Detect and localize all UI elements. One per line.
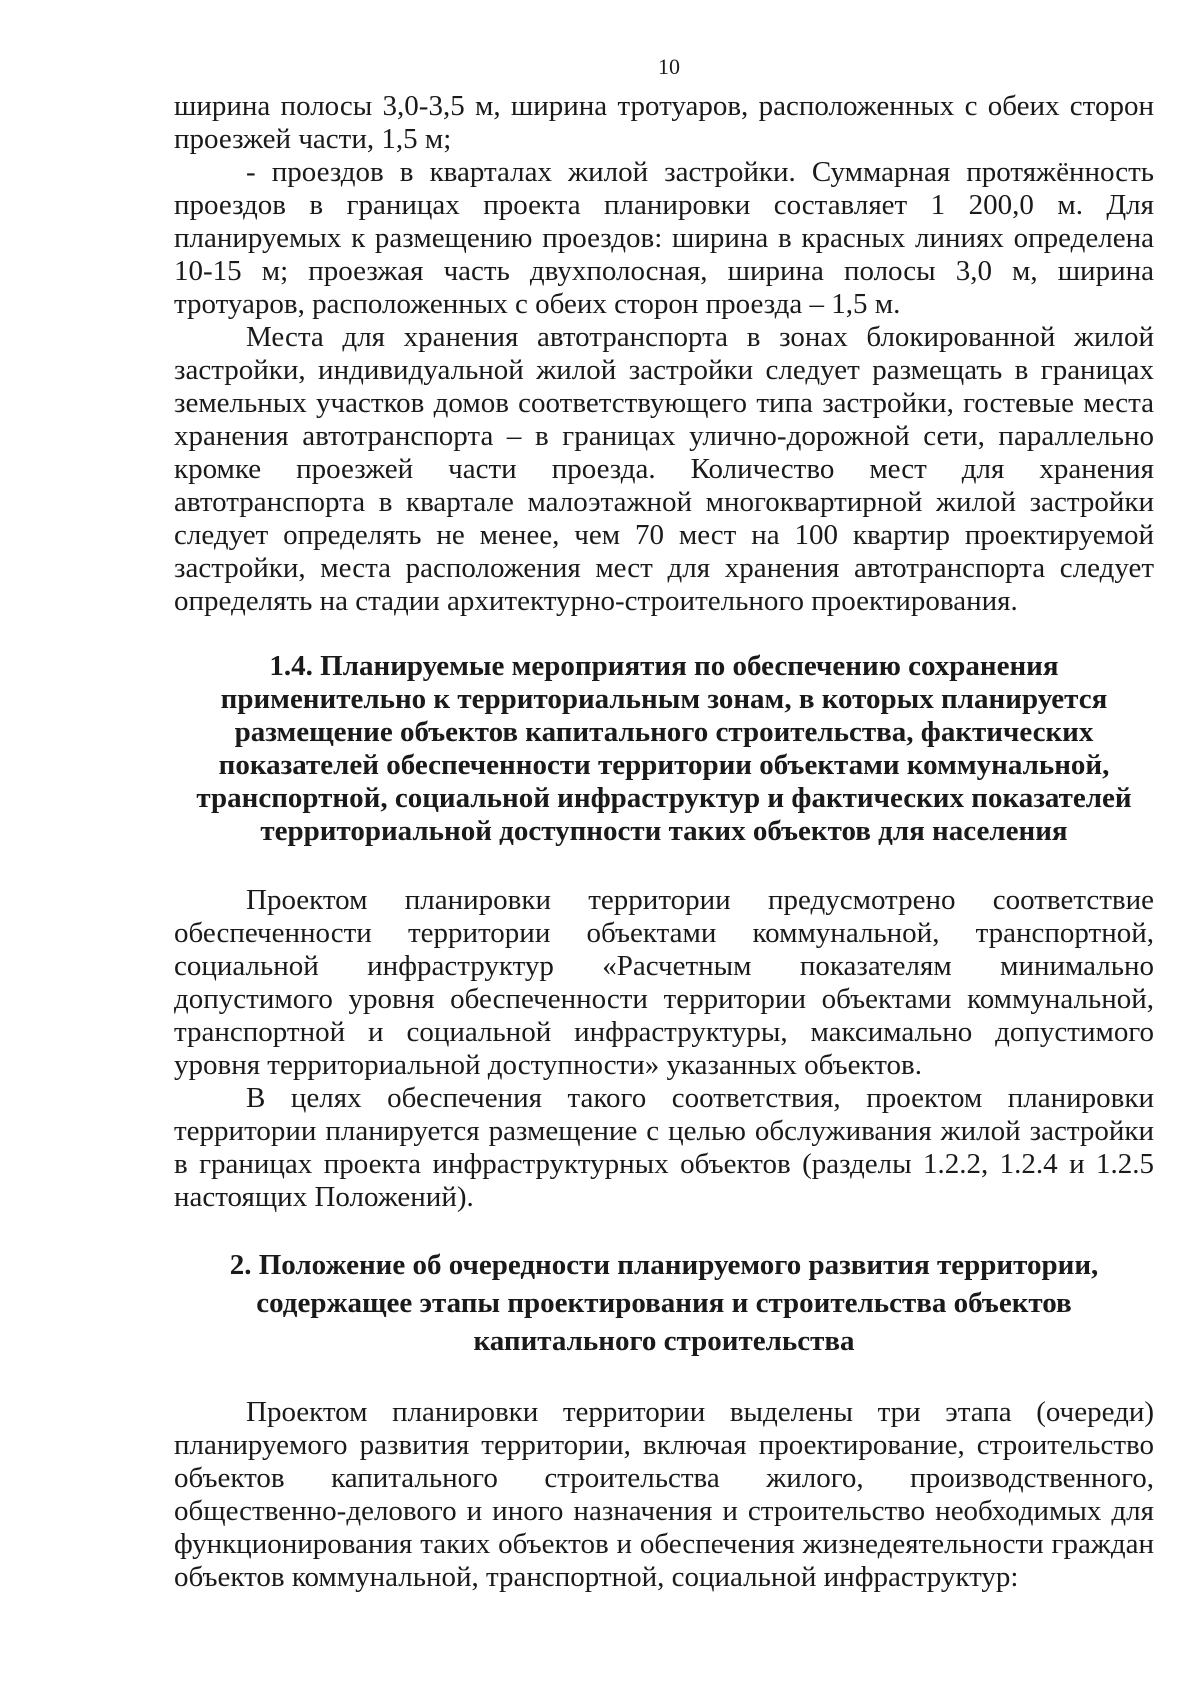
heading-line: капитального строительства bbox=[473, 1325, 855, 1357]
heading-line: показателей обеспеченности территории объектами коммунальной, bbox=[218, 749, 1110, 781]
page-number: 10 bbox=[658, 54, 680, 79]
paragraph-provision-compliance: Проектом планировки территории предусмотрено соответствие обеспеченности территории объектами коммунальной, транспортной, социальной инфраструктур «Расчетным показателям минимально допустимого уровня обеспеченности территории объектами коммунальной, транспортной и социальной инфраструктуры, максимально допустимого уровня территориальной доступности» указанных объектов. bbox=[174, 884, 1154, 1081]
document-page bbox=[174, 52, 1154, 1594]
paragraph-development-stages: Проектом планировки территории выделены три этапа (очереди) планируемого развития территории, включая проектирование, строительство объектов капитального строительства жилого, производственного, общественно-делового и иного назначения и строительство необходимых для функционирования таких объектов и обеспечения жизнедеятельности граждан объектов коммунальной, транспортной, социальной инфраструктур: bbox=[174, 1396, 1154, 1593]
heading-line: размещение объектов капитального строительства, фактических bbox=[234, 716, 1094, 748]
paragraph-infrastructure-placement: В целях обеспечения такого соответствия, проектом планировки территории планируется размещение с целью обслуживания жилой застройки в границах проекта инфраструктурных объектов (разделы 1.2.2, 1.2.4 и 1.2.5 настоящих Положений). bbox=[174, 1082, 1154, 1213]
heading-line: содержащее этапы проектирования и строительства объектов bbox=[256, 1287, 1072, 1319]
heading-line: применительно к территориальным зонам, в которых планируется bbox=[220, 683, 1108, 715]
heading-line: транспортной, социальной инфраструктур и фактических показателей bbox=[196, 782, 1132, 814]
heading-line: 1.4. Планируемые мероприятия по обеспечению сохранения bbox=[269, 650, 1059, 682]
paragraph-driveways: - проездов в кварталах жилой застройки. Суммарная протяжённость проездов в границах проекта планировки составляет 1 200,0 м. Для планируемых к размещению проездов: ширина в красных линиях определена 10-15 м; проезжая часть двухполосная, ширина полосы 3,0 м, ширина тротуаров, расположенных с обеих сторон проезда – 1,5 м. bbox=[174, 156, 1154, 320]
section-heading-2 bbox=[174, 1246, 1154, 1360]
heading-line: территориальной доступности таких объектов для населения bbox=[260, 815, 1068, 847]
section-heading-1-4 bbox=[174, 650, 1154, 848]
paragraph-lane-width: ширина полосы 3,0-3,5 м, ширина тротуаров, расположенных с обеих сторон проезжей части, 1,5 м; bbox=[174, 90, 1154, 155]
heading-line: 2. Положение об очередности планируемого развития территории, bbox=[229, 1249, 1099, 1281]
paragraph-parking: Места для хранения автотранспорта в зонах блокированной жилой застройки, индивидуальной жилой застройки следует размещать в границах земельных участков домов соответствующего типа застройки, гостевые места хранения автотранспорта – в границах улично-дорожной сети, параллельно кромке проезжей части проезда. Количество мест для хранения автотранспорта в квартале малоэтажной многоквартирной жилой застройки следует определять не менее, чем 70 мест на 100 квартир проектируемой застройки, места расположения мест для хранения автотранспорта следует определять на стадии архитектурно-строительного проектирования. bbox=[174, 321, 1154, 617]
